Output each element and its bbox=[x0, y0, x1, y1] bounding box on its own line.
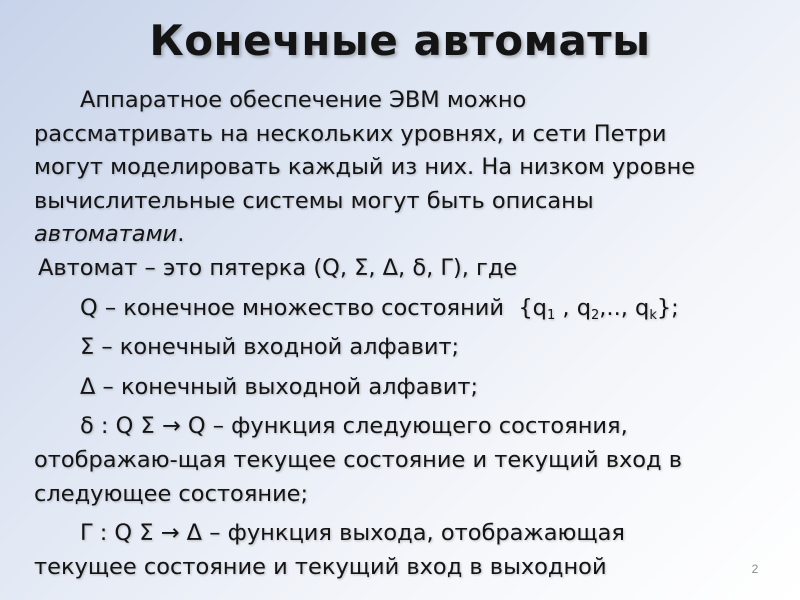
sigma-item: Σ – конечный входной алфавит; bbox=[80, 334, 460, 361]
transition-item-line: отображаю-щая текущее состояние и текущий вход в bbox=[34, 446, 683, 473]
slide-title: Конечные автоматы bbox=[149, 16, 651, 65]
paragraph-line: Аппаратное обеспечение ЭВМ можно bbox=[80, 87, 527, 113]
paragraph-line: рассматривать на нескольких уровнях, и сети Петри bbox=[34, 120, 667, 147]
period: . bbox=[177, 221, 185, 248]
output-item-line: текущее состояние и текущий вход в выходной bbox=[34, 553, 607, 580]
output-item-line: Γ : Q Σ → Δ – функция выхода, отображающая bbox=[80, 520, 625, 547]
delta-item: Δ – конечный выходной алфавит; bbox=[80, 373, 479, 400]
q-item-text: Q – конечное множество состояний bbox=[80, 294, 505, 321]
italic-term: автоматами bbox=[34, 221, 178, 248]
transition-item-line: δ : Q Σ → Q – функция следующего состояния, bbox=[80, 413, 628, 440]
paragraph-line bbox=[34, 218, 769, 252]
paragraph-line: вычислительные системы могут быть описаны bbox=[34, 187, 594, 214]
definition-line: Автомат – это пятерка (Q, Σ, Δ, δ, Γ), где bbox=[38, 254, 518, 281]
q-item bbox=[34, 292, 769, 326]
state-set: {$q_1$ , $q_2$,.., $q_k$}; bbox=[518, 294, 679, 323]
paragraph-line: могут моделировать каждый из них. На низком уровне bbox=[34, 154, 696, 181]
slide-number: 2 bbox=[751, 562, 759, 576]
slide-body bbox=[34, 84, 769, 584]
transition-item-line: следующее состояние; bbox=[34, 480, 309, 507]
